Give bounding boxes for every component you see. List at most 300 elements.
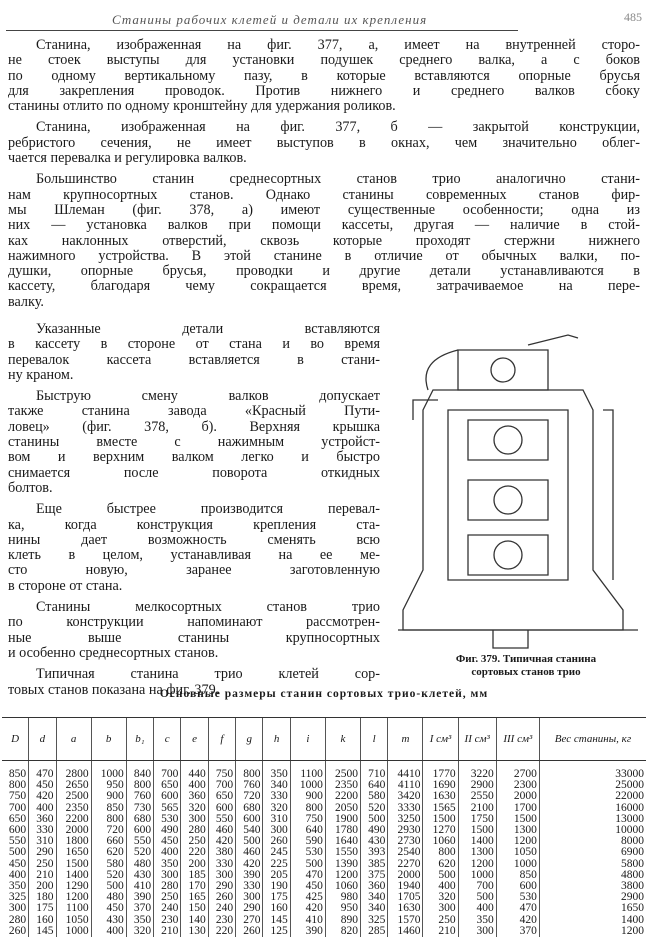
table-cell: 700 — [208, 780, 235, 791]
table-cell: 2200 — [325, 791, 360, 802]
table-cell: 300 — [236, 892, 263, 903]
column-header: l — [361, 718, 388, 761]
table-cell: 245 — [263, 847, 290, 858]
table-cell: 1400 — [458, 836, 496, 847]
table-cell: 350 — [126, 915, 153, 926]
table-cell: 200 — [181, 859, 208, 870]
column-header: g — [236, 718, 263, 761]
column-header: k — [325, 718, 360, 761]
table-cell: 25000 — [539, 780, 646, 791]
table-cell: 1705 — [388, 892, 423, 903]
table-cell: 680 — [126, 814, 153, 825]
table-cell: 600 — [126, 825, 153, 836]
table-cell: 2800 — [56, 761, 91, 781]
table-row — [2, 881, 646, 892]
table-cell: 250 — [181, 836, 208, 847]
table-cell: 230 — [154, 915, 181, 926]
table-header-row — [2, 718, 646, 761]
table-cell: 175 — [263, 892, 290, 903]
table-cell: 1400 — [56, 870, 91, 881]
table-cell: 2100 — [458, 803, 496, 814]
table-cell: 2730 — [388, 836, 423, 847]
text-line: болтов. — [8, 479, 53, 496]
text-line: кассету, благодаря чему сокращается время, затрачиваемое на пере- — [8, 278, 640, 295]
table-cell: 1690 — [423, 780, 458, 791]
table-cell: 125 — [263, 926, 290, 937]
body-text-full-width — [8, 38, 640, 310]
table-cell: 3330 — [388, 803, 423, 814]
table-cell: 250 — [154, 892, 181, 903]
table-cell: 480 — [91, 892, 126, 903]
table-cell: 2300 — [496, 780, 539, 791]
table-cell: 1940 — [388, 881, 423, 892]
table-cell: 450 — [91, 903, 126, 914]
table-cell: 820 — [325, 926, 360, 937]
table-cell: 565 — [154, 803, 181, 814]
table-cell: 620 — [423, 859, 458, 870]
text-line: Станина, изображенная на фиг. 377, б — закрытой конструкции, — [36, 119, 640, 136]
table-cell: 420 — [29, 791, 56, 802]
table-cell: 430 — [361, 836, 388, 847]
text-line: мы Шлеман (фиг. 378, а) имеют существенные особенности; одна из — [8, 201, 640, 218]
table-cell: 300 — [423, 903, 458, 914]
table-cell: 330 — [29, 825, 56, 836]
table-cell: 290 — [208, 881, 235, 892]
text-line: для закрепления проводок. Против нижнего и среднего валков сбоку — [8, 82, 640, 99]
table-cell: 400 — [8, 868, 27, 881]
table-cell: 240 — [208, 903, 235, 914]
table-cell: 800 — [290, 803, 325, 814]
table-cell: 2650 — [56, 780, 91, 791]
table-cell: 1900 — [325, 814, 360, 825]
table-cell: 375 — [361, 870, 388, 881]
rolling-stand-drawing — [398, 330, 643, 650]
caption-line: Фиг. 379. Типичная станина — [455, 653, 597, 665]
text-line: душки, опорные брусья, проводки и другие детали устанавливаются в — [8, 263, 640, 280]
table-cell: 500 — [8, 846, 27, 859]
table-row — [2, 892, 646, 903]
table-cell: 160 — [263, 903, 290, 914]
table-cell: 320 — [181, 803, 208, 814]
column-header: Вес станины, кг — [539, 718, 646, 761]
text-line: нины дает возможность сменять всю — [8, 531, 380, 548]
table-cell: 170 — [181, 881, 208, 892]
table-cell: 280 — [181, 825, 208, 836]
table-cell: 1100 — [290, 761, 325, 781]
table-cell: 280 — [8, 913, 27, 926]
table-cell: 720 — [236, 791, 263, 802]
table-cell: 2350 — [325, 780, 360, 791]
table-cell: 185 — [181, 870, 208, 881]
table-cell: 450 — [29, 780, 56, 791]
table-cell: 900 — [91, 791, 126, 802]
table-cell: 500 — [236, 836, 263, 847]
text-line: сто новую, заранее заготовленную — [8, 562, 380, 579]
table-cell: 250 — [29, 859, 56, 870]
table-cell: 540 — [236, 825, 263, 836]
text-line: Станины мелкосортных станов трио — [36, 599, 380, 616]
table-cell: 650 — [8, 812, 27, 825]
table-cell: 300 — [8, 902, 27, 915]
table-cell: 385 — [361, 859, 388, 870]
table-cell: 750 — [208, 761, 235, 781]
table-cell: 730 — [126, 803, 153, 814]
table-cell: 165 — [181, 892, 208, 903]
table-cell: 470 — [29, 761, 56, 781]
table-cell: 500 — [361, 814, 388, 825]
table-cell: 550 — [208, 814, 235, 825]
column-header: m — [388, 718, 423, 761]
table-cell: 490 — [154, 825, 181, 836]
table-cell: 650 — [154, 780, 181, 791]
table-cell: 800 — [8, 779, 27, 792]
text-line: ну краном. — [8, 366, 74, 383]
text-line: нажимного устройства. В этой станине в отличие от обычных валки, по- — [8, 247, 640, 264]
column-header: i — [290, 718, 325, 761]
text-line: ные выше станины крупносортных — [8, 629, 380, 646]
table-cell: 400 — [423, 881, 458, 892]
table-cell: 980 — [325, 892, 360, 903]
table-cell: 660 — [91, 836, 126, 847]
table-cell: 130 — [181, 926, 208, 937]
table-cell: 320 — [263, 803, 290, 814]
table-cell: 1400 — [539, 915, 646, 926]
table-cell: 160 — [29, 915, 56, 926]
table-cell: 800 — [423, 847, 458, 858]
table-title: Основные размеры станин сортовых трио-клетей, мм — [159, 688, 489, 700]
column-header: b — [91, 718, 126, 761]
table-cell: 640 — [361, 780, 388, 791]
table-cell: 1630 — [423, 791, 458, 802]
table-cell: 2000 — [388, 870, 423, 881]
text-line: в стороне от стана. — [8, 577, 123, 594]
table-cell: 1060 — [325, 881, 360, 892]
table-cell: 340 — [263, 780, 290, 791]
text-line: снимается после поворота откидных — [8, 464, 380, 481]
table-cell: 1000 — [496, 859, 539, 870]
table-cell: 370 — [126, 903, 153, 914]
table-cell: 410 — [290, 915, 325, 926]
table-cell: 1630 — [388, 903, 423, 914]
text-line: Еще быстрее производится перевал- — [36, 501, 380, 518]
column-header: III см³ — [496, 718, 539, 761]
table-cell: 1000 — [290, 780, 325, 791]
table-cell: 400 — [458, 903, 496, 914]
table-cell: 420 — [208, 836, 235, 847]
table-cell: 2050 — [325, 803, 360, 814]
table-cell: 1750 — [458, 814, 496, 825]
table-cell: 210 — [423, 926, 458, 937]
table-cell: 205 — [263, 870, 290, 881]
table-cell: 1650 — [539, 903, 646, 914]
table-cell: 330 — [263, 791, 290, 802]
text-line: станины отлито по одному кронштейну для удержания роликов. — [8, 98, 396, 115]
table-cell: 650 — [208, 791, 235, 802]
table-cell: 325 — [361, 915, 388, 926]
table-cell: 1200 — [56, 892, 91, 903]
table-cell: 2000 — [496, 791, 539, 802]
table-cell: 400 — [29, 803, 56, 814]
table-cell: 400 — [181, 780, 208, 791]
table-row — [2, 870, 646, 881]
table-cell: 500 — [423, 870, 458, 881]
table-cell: 850 — [496, 870, 539, 881]
table-cell: 1060 — [423, 836, 458, 847]
table-row — [2, 915, 646, 926]
table-cell: 520 — [361, 803, 388, 814]
column-header: f — [208, 718, 235, 761]
table-cell: 1390 — [325, 859, 360, 870]
table-cell: 290 — [29, 847, 56, 858]
table-cell: 1050 — [496, 847, 539, 858]
table-cell: 530 — [290, 847, 325, 858]
table-cell: 33000 — [539, 761, 646, 781]
table-cell: 145 — [263, 915, 290, 926]
table-cell: 1300 — [496, 825, 539, 836]
table-cell: 290 — [236, 903, 263, 914]
table-cell: 1780 — [325, 825, 360, 836]
table-cell: 3420 — [388, 791, 423, 802]
table-cell: 850 — [91, 803, 126, 814]
text-line: Станина, изображенная на фиг. 377, а, имеет на внутренней сторо- — [36, 37, 640, 53]
table-cell: 10000 — [539, 825, 646, 836]
table-cell: 700 — [8, 801, 27, 814]
table-row — [2, 836, 646, 847]
table-cell: 1565 — [423, 803, 458, 814]
column-header: d — [29, 718, 56, 761]
table-cell: 2900 — [539, 892, 646, 903]
column-header: c — [154, 718, 181, 761]
table-cell: 150 — [181, 903, 208, 914]
running-header — [0, 6, 648, 28]
table-cell: 5800 — [539, 859, 646, 870]
body-text-column — [8, 322, 380, 698]
table-cell: 1800 — [56, 836, 91, 847]
table-cell: 680 — [236, 803, 263, 814]
text-line: ках наклонных отверстий, сквозь которые проходят стержни нижнего — [8, 232, 640, 249]
table-cell: 360 — [181, 791, 208, 802]
table-cell: 760 — [126, 791, 153, 802]
table-cell: 280 — [154, 881, 181, 892]
table-cell: 350 — [458, 915, 496, 926]
table-cell: 600 — [8, 824, 27, 837]
text-line: также станина завода «Красный Пути- — [8, 403, 380, 420]
table-cell: 2270 — [388, 859, 423, 870]
table-cell: 300 — [208, 870, 235, 881]
table-cell: 420 — [236, 859, 263, 870]
table-row — [2, 903, 646, 914]
table-cell: 3250 — [388, 814, 423, 825]
table-cell: 450 — [290, 881, 325, 892]
table-cell: 800 — [236, 761, 263, 781]
table-cell: 500 — [91, 881, 126, 892]
table-cell: 140 — [181, 915, 208, 926]
table-cell: 325 — [8, 891, 27, 904]
table-cell: 1000 — [458, 870, 496, 881]
text-line: товых станов показана на фиг. 379. — [8, 681, 220, 698]
text-line: Быструю смену валков допускает — [36, 388, 380, 405]
table-cell: 420 — [290, 903, 325, 914]
table-cell: 600 — [208, 803, 235, 814]
table-cell: 390 — [290, 926, 325, 937]
column-header: a — [56, 718, 91, 761]
table-cell: 480 — [126, 859, 153, 870]
running-title: Станины рабочих клетей и детали их крепления — [112, 12, 428, 27]
table-cell: 1500 — [496, 814, 539, 825]
table-cell: 850 — [8, 768, 27, 780]
text-line: чается перевалка и регулировка валков. — [8, 150, 247, 167]
text-line: валку. — [8, 293, 44, 310]
table-cell: 700 — [458, 881, 496, 892]
table-cell: 710 — [361, 761, 388, 781]
table-cell: 450 — [154, 836, 181, 847]
table-cell: 400 — [91, 926, 126, 937]
table-cell: 550 — [8, 835, 27, 848]
table-cell: 260 — [236, 926, 263, 937]
table-cell: 1650 — [56, 847, 91, 858]
table-cell: 2540 — [388, 847, 423, 858]
text-line: Типичная станина трио клетей сор- — [36, 666, 380, 683]
table-cell: 310 — [29, 836, 56, 847]
column-header: I см³ — [423, 718, 458, 761]
table-cell: 600 — [154, 791, 181, 802]
table-cell: 3800 — [539, 881, 646, 892]
table-cell: 1500 — [423, 814, 458, 825]
table-cell: 1000 — [91, 761, 126, 781]
table-cell: 220 — [181, 847, 208, 858]
table-cell: 1000 — [56, 926, 91, 937]
table-cell: 950 — [91, 780, 126, 791]
table-cell: 370 — [496, 926, 539, 937]
table-cell: 225 — [263, 859, 290, 870]
dimensions-table — [2, 717, 646, 937]
text-line: станины вместе с нажимным устройст- — [8, 434, 380, 451]
table-cell: 2550 — [458, 791, 496, 802]
column-header: D — [2, 718, 29, 761]
table-cell: 420 — [496, 915, 539, 926]
table-cell: 500 — [458, 892, 496, 903]
table-cell: 1050 — [56, 915, 91, 926]
table-cell: 2900 — [458, 780, 496, 791]
table-cell: 220 — [208, 926, 235, 937]
table-cell: 1500 — [458, 825, 496, 836]
table-cell: 8000 — [539, 836, 646, 847]
text-line: ловец» (фиг. 378, б). Верхняя крышка — [8, 418, 380, 435]
text-line: нам крупносортных станов. Однако станины современных станов фир- — [8, 186, 640, 203]
table-cell: 2000 — [56, 825, 91, 836]
table-cell: 250 — [423, 915, 458, 926]
table-cell: 1100 — [56, 903, 91, 914]
table-cell: 145 — [29, 926, 56, 937]
text-line: перевалок кассета вставляется в стани- — [8, 351, 380, 368]
table-cell: 450 — [8, 857, 27, 870]
table-cell: 320 — [423, 892, 458, 903]
table-cell: 520 — [126, 847, 153, 858]
table-cell: 1200 — [539, 926, 646, 937]
table-cell: 13000 — [539, 814, 646, 825]
table-cell: 600 — [236, 814, 263, 825]
table-cell: 460 — [236, 847, 263, 858]
table-row — [2, 780, 646, 791]
text-line: по одному вертикальному пазу, в которые вставляются опорные брусья — [8, 67, 640, 84]
column-header: II см³ — [458, 718, 496, 761]
table-cell: 175 — [29, 903, 56, 914]
text-line: клеть в целом, устанавливая на ее ме- — [8, 547, 380, 564]
table-row — [2, 803, 646, 814]
column-header: e — [181, 718, 208, 761]
table-cell: 1640 — [325, 836, 360, 847]
table-cell: 4410 — [388, 761, 423, 781]
table-cell: 300 — [181, 814, 208, 825]
table-cell: 340 — [361, 892, 388, 903]
table-cell: 890 — [325, 915, 360, 926]
table-cell: 760 — [236, 780, 263, 791]
text-line: Указанные детали вставляются — [36, 321, 380, 337]
figure-caption — [410, 653, 642, 679]
table-cell: 1200 — [496, 836, 539, 847]
table-cell: 520 — [91, 870, 126, 881]
table-cell: 900 — [290, 791, 325, 802]
table-cell: 2500 — [56, 791, 91, 802]
table-cell: 260 — [208, 892, 235, 903]
table-cell: 800 — [126, 780, 153, 791]
table-row — [2, 847, 646, 858]
table-cell: 4110 — [388, 780, 423, 791]
table-cell: 1200 — [458, 859, 496, 870]
table-cell: 1500 — [56, 859, 91, 870]
table-cell: 393 — [361, 847, 388, 858]
table-cell: 490 — [361, 825, 388, 836]
table-cell: 1770 — [423, 761, 458, 781]
table-cell: 580 — [361, 791, 388, 802]
table-row — [2, 926, 646, 937]
table-cell: 300 — [458, 926, 496, 937]
table-cell: 285 — [361, 926, 388, 937]
table-cell: 430 — [126, 870, 153, 881]
table-cell: 840 — [126, 761, 153, 781]
table-cell: 620 — [91, 847, 126, 858]
column-header: b₁ — [126, 718, 153, 761]
table-cell: 400 — [154, 847, 181, 858]
table-row — [2, 761, 646, 781]
table-cell: 330 — [236, 881, 263, 892]
table-cell: 640 — [290, 825, 325, 836]
table-cell: 270 — [236, 915, 263, 926]
table-cell: 1270 — [423, 825, 458, 836]
table-cell: 1550 — [325, 847, 360, 858]
text-line: Большинство станин среднесортных станов трио аналогично стани- — [36, 171, 640, 188]
table-cell: 240 — [154, 903, 181, 914]
table-cell: 300 — [154, 870, 181, 881]
table-cell: 720 — [91, 825, 126, 836]
table-row — [2, 814, 646, 825]
table-cell: 1290 — [56, 881, 91, 892]
table-cell: 1570 — [388, 915, 423, 926]
table-cell: 600 — [496, 881, 539, 892]
table-cell: 550 — [126, 836, 153, 847]
table-cell: 800 — [91, 814, 126, 825]
table-cell: 440 — [181, 761, 208, 781]
table-row — [2, 825, 646, 836]
table-cell: 310 — [263, 814, 290, 825]
table-row — [2, 791, 646, 802]
table-cell: 530 — [496, 892, 539, 903]
table-cell: 360 — [361, 881, 388, 892]
table-cell: 2350 — [56, 803, 91, 814]
table-row — [2, 859, 646, 870]
table-cell: 350 — [8, 880, 27, 893]
table-cell: 390 — [126, 892, 153, 903]
